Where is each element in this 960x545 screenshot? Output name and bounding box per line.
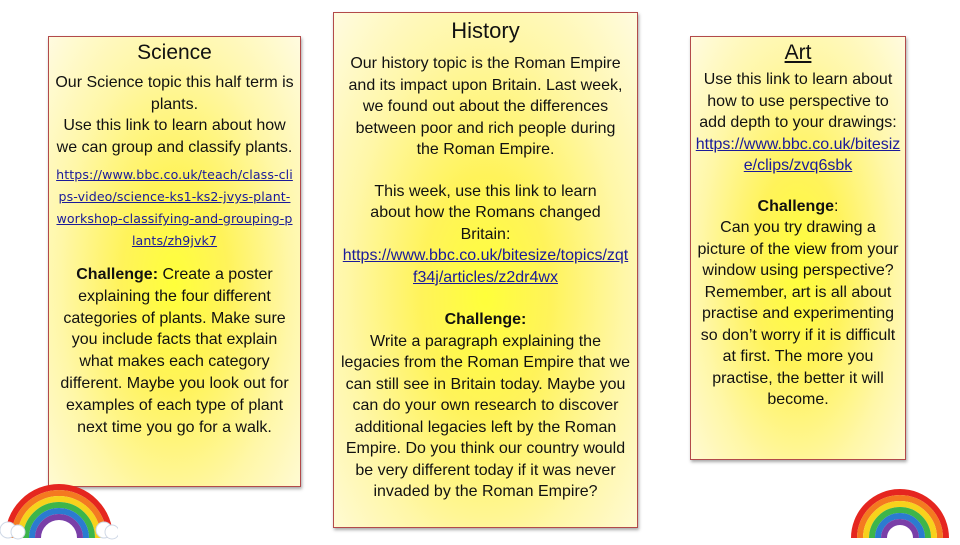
science-challenge: [55, 264, 294, 438]
science-intro-2: Use this link to learn about how we can group and classify plants.: [56, 117, 293, 156]
art-title: Art: [784, 41, 812, 64]
science-intro-1: Our Science topic this half term is plants.: [55, 74, 294, 113]
science-link[interactable]: https://www.bbc.co.uk/teach/class-clips-video/science-ks1-ks2-jvys-plant-workshop-classifying-and-grouping-plants/zh9jvk7: [56, 167, 293, 248]
science-challenge-label: Challenge:: [76, 266, 159, 283]
history-title: History: [451, 18, 520, 43]
art-challenge-label-line: Challenge:: [757, 197, 839, 215]
art-challenge-label: Challenge: [757, 197, 834, 215]
history-link[interactable]: https://www.bbc.co.uk/bitesize/topics/zqtf34j/articles/z2dr4wx: [342, 247, 629, 286]
art-intro: Use this link to learn about how to use perspective to add depth to your drawings:: [699, 71, 897, 131]
history-challenge-text: Write a paragraph explaining the legacies from the Roman Empire that we can still see in Britain today. Maybe you can do your own research to discover additional legacies left by the Roman Empire. Do you think our country would be very different today if it was never invaded by the Roman Empire?: [341, 332, 631, 500]
science-title: Science: [137, 41, 212, 64]
art-challenge-text: Can you try drawing a picture of the view from your window using perspective? Remember, art is all about practise and experimenting so don’t worry if it is difficult at first. The more you practise, the better it will become.: [697, 219, 899, 408]
rainbow-left-icon: [0, 468, 118, 540]
science-challenge-text: Create a poster explaining the four different categories of plants. Make sure you include facts that explain what makes each category different. Maybe you look out for examples of each type of plant next time you go for a walk.: [60, 266, 289, 436]
history-intro: Our history topic is the Roman Empire and its impact upon Britain. Last week, we found out about the differences between poor and rich people during the Roman Empire.: [348, 55, 623, 158]
art-link[interactable]: https://www.bbc.co.uk/bitesize/clips/zvq6sbk: [695, 135, 901, 174]
history-link-intro: This week, use this link to learn about how the Romans changed Britain:: [370, 182, 601, 243]
art-panel: [690, 36, 906, 460]
history-panel: [333, 12, 638, 528]
rainbow-right-icon: [842, 480, 958, 540]
history-challenge-label: Challenge:: [444, 311, 527, 328]
science-panel: [48, 36, 301, 487]
